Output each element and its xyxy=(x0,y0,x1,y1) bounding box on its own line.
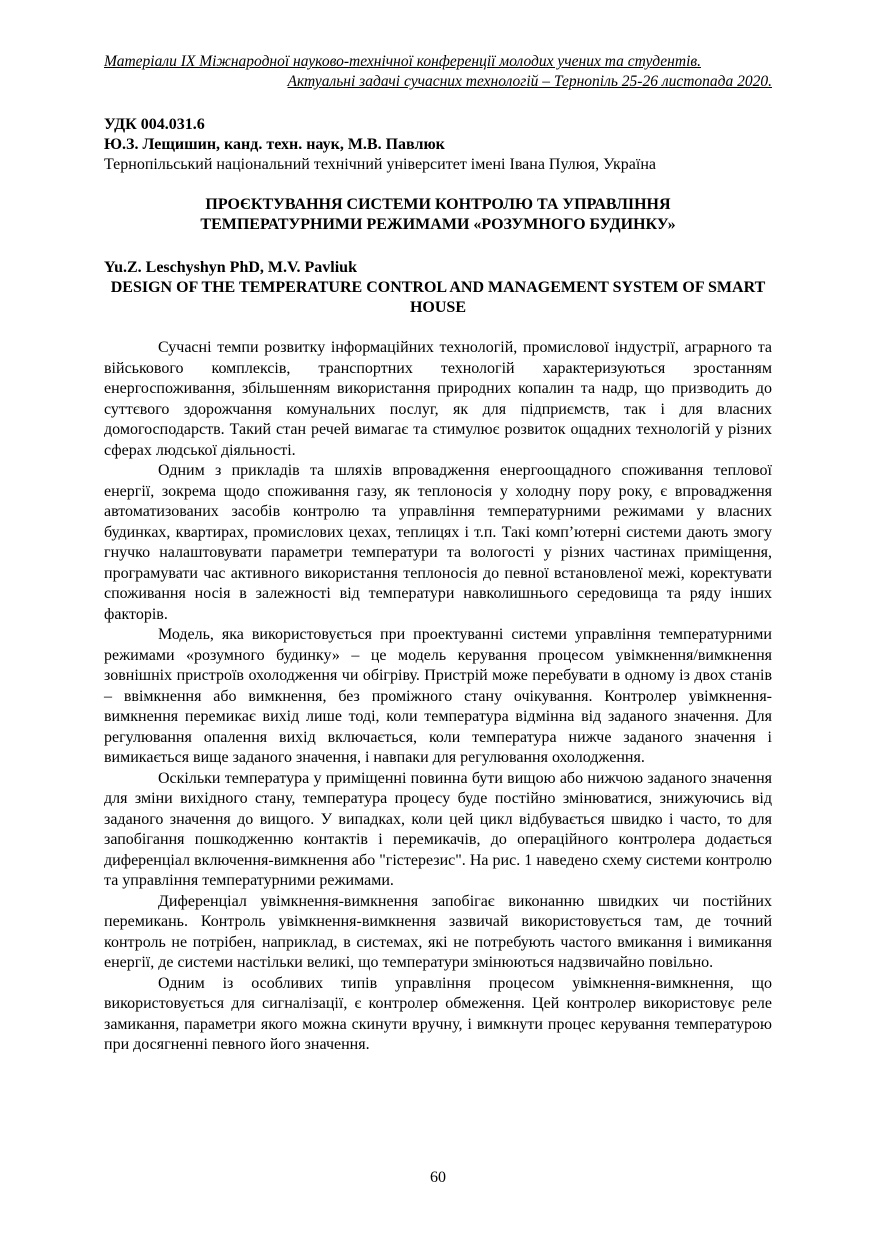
english-block xyxy=(104,258,772,318)
paragraph: Диференціал увімкнення-вимкнення запобігає виконанню швидких чи постійних перемикань. Контроль увімкнення-вимкнення зазвичай використовується там, де точний контроль не потрібен, наприклад, в системах, які не потребують частого вмикання і вимикання енергії, де системи настільки великі, що температури змінюються надзвичайно повільно. xyxy=(104,892,772,971)
page-number: 60 xyxy=(430,1169,446,1186)
udc-code: УДК 004.031.6 xyxy=(104,116,205,133)
conference-header-line2: Актуальні задачі сучасних технологій – Тернопіль 25-26 листопада 2020. xyxy=(287,73,772,90)
authors-ua: Ю.З. Лещишин, канд. техн. наук, М.В. Павлюк xyxy=(104,136,445,153)
title-ua-line1: ПРОЄКТУВАННЯ СИСТЕМИ КОНТРОЛЮ ТА УПРАВЛІННЯ xyxy=(205,196,671,213)
paragraph: Одним з прикладів та шляхів впровадження енергоощадного споживання теплової енергії, зокрема щодо споживання газу, як теплоносія у холодну пору року, є впровадження автоматизованих засобів контролю та управління температурними режимами у власних будинках, квартирах, промислових цехах, теплицях і т.п. Такі комп’ютерні системи дають змогу гнучко налаштовувати параметри температури та вологості у різних частинах приміщення, програмувати час активного використання теплоносія до певної встановленої межі, коректувати споживання носія в залежності від температури навколишнього середовища та ряду інших факторів. xyxy=(104,462,772,623)
title-en: DESIGN OF THE TEMPERATURE CONTROL AND MANAGEMENT SYSTEM OF SMART HOUSE xyxy=(110,279,766,316)
title-ua-line2: ТЕМПЕРАТУРНИМИ РЕЖИМАМИ «РОЗУМНОГО БУДИНКУ» xyxy=(200,216,676,233)
article-meta xyxy=(104,115,772,175)
paragraph: Оскільки температура у приміщенні повинна бути вищою або нижчою заданого значення для зміни вихідного стану, температура процесу буде постійно змінюватися, знижуючись від заданого значення до вищого. У випадках, коли цей цикл відбувається швидко і часто, то для запобігання пошкодженню контактів і перемикачів, до операційного контролера додається диференціал включення-вимкнення або "гістерезис". На рис. 1 наведено схему системи контролю та управління температурними режимами. xyxy=(104,769,772,889)
paragraph: Одним із особливих типів управління процесом увімкнення-вимкнення, що використовується для сигналізації, є контролер обмеження. Цей контролер використовує реле замикання, параметри якого можна скинути вручну, і вимкнути процес керування температурою при досягненні певного його значення. xyxy=(104,974,772,1053)
paragraph: Модель, яка використовується при проектуванні системи управління температурними режимами «розумного будинку» – це модель керування процесом увімкнення/вимкнення зовнішніх пристроїв охолодження чи обігріву. Пристрій може перебувати в одному із двох станів – ввімкнення або вимкнення, без проміжного стану очікування. Контролер увімкнення-вимкнення перемикає вихід лише тоді, коли температура відмінна від заданого значення. Для регулювання опалення вихід включається, коли температура нижче заданого значення і вимикається вище заданого значення, і навпаки для регулювання охолодження. xyxy=(104,626,772,766)
conference-header xyxy=(104,52,772,92)
article-body xyxy=(104,338,772,1056)
authors-en: Yu.Z. Leschyshyn PhD, M.V. Pavliuk xyxy=(104,259,357,276)
title-ua xyxy=(104,195,772,235)
conference-header-line1: Матеріали IX Міжнародної науково-технічної конференції молодих учених та студентів. xyxy=(104,53,701,70)
affiliation: Тернопільський національний технічний університет імені Івана Пулюя, Україна xyxy=(104,156,656,173)
paragraph: Сучасні темпи розвитку інформаційних технологій, промислової індустрії, аграрного та військового комплексів, транспортних технологій характеризуються зростанням енергоспоживання, збільшенням використання природних копалин та надр, що призводить до суттєвого здорожчання комунальних послуг, як для підприємств, так і для власних домогосподарств. Такий стан речей вимагає та стимулює розвиток ощадних технологій у різних сферах людської діяльності. xyxy=(104,339,772,459)
